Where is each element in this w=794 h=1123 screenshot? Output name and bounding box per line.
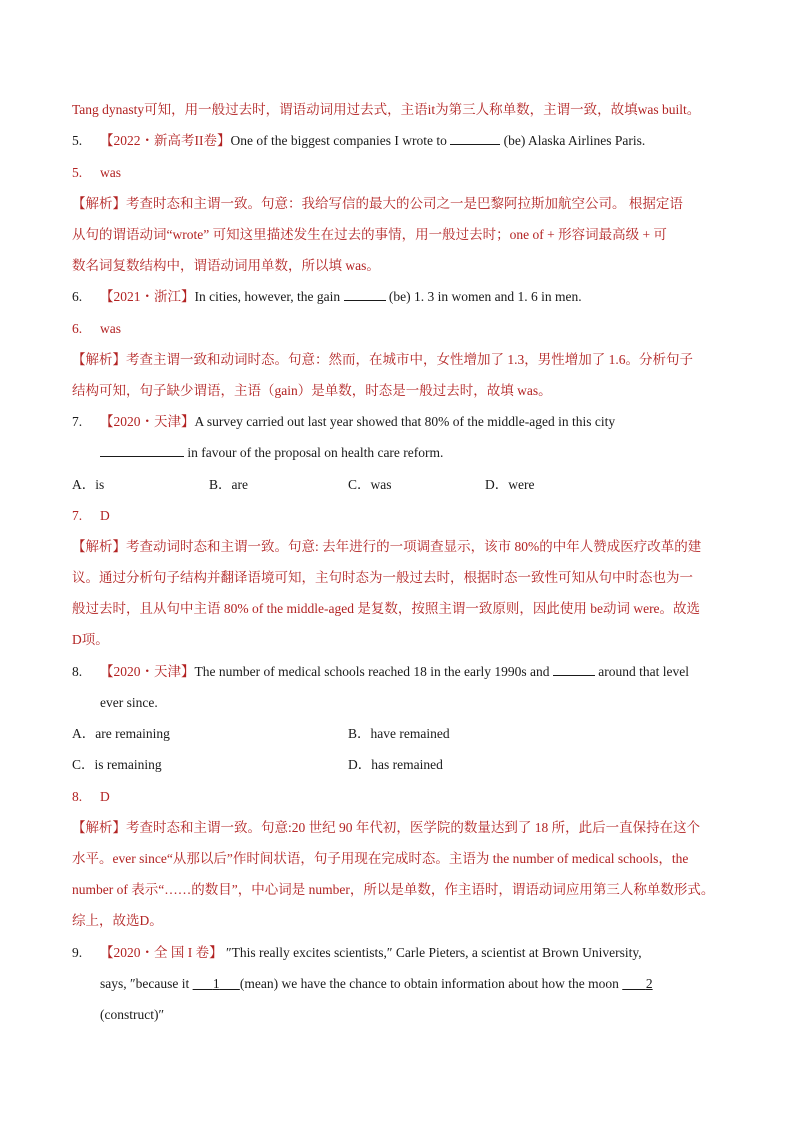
intro-line: Tang dynasty可知，用一般过去时，谓语动词用过去式，主语it为第三人称单数，主谓一致，故填was built。 [72,102,701,117]
source-tag: 【2020・天津】 [100,414,195,429]
source-tag: 【2020・天津】 [100,664,195,679]
question-number: 8. [72,664,83,679]
answer-blank-1[interactable] [193,976,240,991]
analysis-5-line-1 [72,195,683,213]
question-text: One of the biggest companies I wrote to [230,133,451,148]
option-d[interactable]: D．has remained [348,757,443,772]
option-d[interactable]: D．were [485,477,535,492]
analysis-6-line-1 [72,351,693,369]
analysis-5-line-3: 数名词复数结构中，谓语动词用单数，所以填 was。 [72,258,380,273]
question-text: ″This really excites scientists,″ Carle Pieters, a scientist at Brown University, [222,945,642,960]
analysis-label: 【解析】 [72,539,126,554]
question-text: in favour of the proposal on health care reform. [184,445,444,460]
answer-value: was [100,165,121,180]
analysis-text: 考查时态和主谓一致。句意：我给写信的最大的公司之一是巴黎阿拉斯加航空公司。 根据定语 [126,196,683,211]
answer-number: 6. [72,321,83,336]
source-tag: 【2020・全 国 I 卷】 [100,945,223,960]
source-tag: 【2022・新高考II卷】 [100,133,231,148]
answer-number: 7. [72,508,83,523]
answer-blank[interactable] [344,288,386,301]
question-5 [72,132,645,150]
option-b[interactable]: B．have remained [348,726,450,741]
question-number: 7. [72,414,83,429]
analysis-text: 考查时态和主谓一致。句意:20 世纪 90 年代初，医学院的数量达到了 18 所，此后一直保持在这个 [126,820,701,835]
question-text: (be) 1. 3 in women and 1. 6 in men. [385,289,582,304]
analysis-text: 考查主谓一致和动词时态。句意：然而，在城市中，女性增加了 1.3，男性增加了 1.6。分析句子 [126,352,693,367]
question-9 [72,944,642,962]
option-a[interactable]: A．are remaining [72,726,170,741]
question-number: 6. [72,289,83,304]
question-6 [72,288,582,306]
analysis-6-line-2: 结构可知，句子缺少谓语，主语（gain）是单数，时态是一般过去时，故填 was。 [72,383,552,398]
analysis-8-line-3: number of 表示“……的数目”，中心词是 number，所以是单数，作主语时，谓语动词应用第三人称单数形式。 [72,882,715,897]
analysis-5-line-2: 从句的谓语动词“wrote” 可知这里描述发生在过去的事情，用一般过去时；one of + 形容词最高级 + 可 [72,227,667,242]
analysis-7-line-1 [72,538,701,556]
answer-8 [72,788,110,806]
analysis-label: 【解析】 [72,352,126,367]
analysis-7-line-3: 般过去时，且从句中主语 80% of the middle-aged 是复数，按照主谓一致原则，因此使用 be动词 were。故选 [72,601,701,616]
question-text: around that level [594,664,689,679]
answer-blank[interactable] [100,444,184,457]
analysis-label: 【解析】 [72,820,126,835]
source-tag: 【2021・浙江】 [100,289,195,304]
question-text: (be) Alaska Airlines Paris. [500,133,646,148]
question-number: 5. [72,133,83,148]
answer-7 [72,507,110,525]
question-7 [72,413,615,431]
answer-blank-2[interactable] [622,976,652,991]
option-c[interactable]: C．is remaining [72,757,162,772]
blank-number: 2 [645,976,653,991]
question-text: A survey carried out last year showed that 80% of the middle-aged in this city [194,414,616,429]
option-c[interactable]: C．was [348,477,392,492]
blank-number: 1 [212,976,220,991]
question-text: The number of medical schools reached 18 in the early 1990s and [194,664,553,679]
question-7-line-2 [100,444,443,462]
option-a[interactable]: A．is [72,477,105,492]
analysis-8-line-1 [72,819,700,837]
question-9-line-2 [100,975,653,993]
question-text: (mean) we have the chance to obtain information about how the moon [239,976,623,991]
question-text: In cities, however, the gain [194,289,344,304]
answer-number: 5. [72,165,83,180]
answer-value: D [100,508,110,523]
question-9-line-3: (construct)″ [100,1007,165,1022]
analysis-7-line-4: D项。 [72,632,109,647]
analysis-text: 考查动词时态和主谓一致。句意: 去年进行的一项调查显示，该市 80%的中年人赞成医疗改革的建 [126,539,702,554]
question-text: says, ″because it [100,976,193,991]
answer-value: was [100,321,121,336]
analysis-label: 【解析】 [72,196,126,211]
question-8 [72,663,689,681]
analysis-7-line-2: 议。通过分析句子结构并翻译语境可知，主句时态为一般过去时，根据时态一致性可知从句中时态也为一 [72,570,693,585]
answer-5 [72,164,121,182]
analysis-8-line-2: 水平。ever since“从那以后”作时间状语，句子用现在完成时态。主语为 the number of medical schools，the [72,851,689,866]
analysis-8-line-4: 综上，故选D。 [72,913,163,928]
question-8-line-2: ever since. [100,695,158,710]
answer-number: 8. [72,789,83,804]
answer-value: D [100,789,110,804]
option-b[interactable]: B．are [209,477,248,492]
question-number: 9. [72,945,83,960]
answer-blank[interactable] [450,132,500,145]
answer-blank[interactable] [553,663,595,676]
answer-6 [72,320,121,338]
